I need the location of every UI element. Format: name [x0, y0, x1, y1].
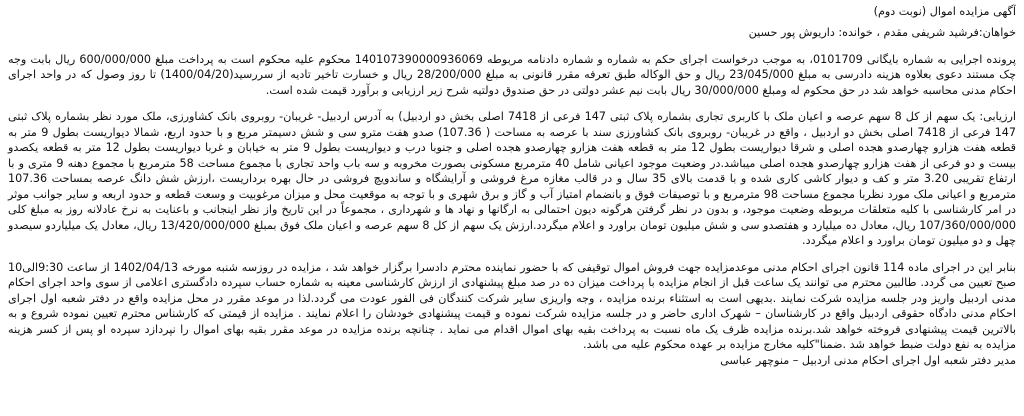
paragraph-text: بنابر این در اجرای ماده 114 قانون اجرای احکام مدنی موعدمزایده جهت فروش اموال توقیفی که با حضور نماینده محترم دادسرا برگزار خواهد شد ، مزایده در روزسه شنبه مورخه 1402/04/13 از ساعت 9:30الی10 صبح تعیین می گردد. طالبین محترم می توانند یک ساعت قبل از انجام مزایده با پرداخت میزان ده در صد مبلغ پیشنهادی از ارزش کارشناسی معینه به شماره حساب سپرده دادگستری اعلامی از سوی واحد اجرای احکام مدنی اردبیل واریز ودر جلسه مزایده شرکت نمایند .بدیهی است به استثناء برنده مزایده ، وجه واریزی سایر شرکت کنندگان فی الفور عودت می گردد.لذا در موعد مقرر در محل مزایده واقع در دفتر شعبه اول اجرای احکام مدنی دادگاه حقوقی اردبیل واقع در کارشناسان – شهرک اداری حاضر و در جلسه مزایده شرکت نموده و قیمت پیشنهادی خودشان را اعلام نمایند . مزایده از قیمتی که کارشناس محترم تعیین نموده شروع و به بالاترین قیمت پیشنهادی فروخته خواهد شد.برنده مزایده ظرف یک ماه نسبت به پرداخت بقیه بهای اموال اقدام می نماید . چنانچه برنده مزایده در موعد مقرر بقیه بهای اموال را نپردازد سپرده او پس از کسر هزینه مزایده به نفع دولت ضبط خواهد شد .ضمنا"کلیه مخارج مزایده بر عهده محکوم علیه می باشد.	[8, 260, 1017, 351]
spacer	[8, 98, 1016, 109]
spacer	[8, 41, 1016, 52]
paragraph-text: پرونده اجرایی به شماره بایگانی 0101709، به موجب درخواست اجرای حکم به شماره و شماره دادنامه مربوطه 140107390000936069 محکوم علیه محکوم است به پرداخت مبلغ 600/000/000 ریال بابت وجه چک مستند دعوی بعلاوه هزینه دادرسی به مبلغ 23/045/000 ریال و حق الوکاله طبق تعرفه مقرر قانونی به مبلغ 28/200/000 ریال و خسارت تاخیر تادیه از سررسید(1400/04/20) تا روز وصول که در واحد اجرای احکام مدنی محاسبه خواهد شد در حق محکوم له ومبلغ 30/000/000 ریال بابت نیم عشر دولتی در حق صندوق دولتیه شرح زیر ارزیابی و برآورد قیمت شده است.	[8, 52, 1016, 97]
paragraph-text: ارزیابی: یک سهم از کل 8 سهم عرصه و اعیان ملک با کاربری تجاری بشماره پلاک ثبتی 147 فرعی از 7418 اصلی بخش دو اردبیل) به آدرس اردبیل- غریبان- روبروی بانک کشاورزی، ملک مورد نظر بشماره پلاک ثبتی 147 فرعی از 7418 اصلی بخش دو اردبیل ، واقع در غریبان- روبروی بانک کشاورزی سند با عرصه به مساحت ( 107.36) صدو هفت مترو سی و شش دسیمتر مربع و با حدود اربع، شمالا دیواریست بطول 9 متر به قطعه هفت هزارو چهارصدو هجده اصلی و شرقا دیواریست بطول 12 متر به قطعه هفت هزارو چهارصدو هجده اصلی و جنوبا درب و دیواریست بطول 9 متر به خیابان و غربا دیواریست بطول 12 متر به قطعه یکصدو بیست و دو فرعی از هفت هزارو چهارصدو هجده اصلی میباشد.در وضعیت موجود اعیانی شامل 40 مترمربع مسکونی بصورت مخروبه و سه باب واحد تجاری با مجموع مساحت 58 مترمربع با مجموع دهنه 9 متری و با ارتفاع تقریبی 3.20 متر و کف و دیوار کاشی کاری شده و با قدمت بالای 35 سال و در قالب مغازه مرغ فروشی و آرایشگاه و ساندویچ فروشی در حال بهره برداریست ،ارزش شش دانگ عرصه بمساحت 107.36 مترمربع و اعیانی ملک مورد نظربا مجموع مساحت 98 مترمربع و با توصیفات فوق و بانضمام امتیاز آب و گاز و برق شهری و با توجه به موقعیت محل و میزان مرغوبیت و وسعت قطعه و حدود اربعه و سایر جوانب موثر در امر کارشناسی با کلیه متعلقات مربوطه وضعیت موجود، و بدون در نظر گرفتن هرگونه دیون احتمالی به ارگانها و نهاد ها و شهرداری ، مجموعاً در این تاریخ واز نظر اینجانب و باعنایت به نرخ عادلانه روز به مبلغ کلی 107/360/000/000 ریال، معادل ده میلیارد و هفتصدو سی و شش میلیون تومان براورد و اعلام میگردد.ارزش یک سهم از کل 8 سهم عرصه و اعیان ملک فوق بمبلغ 13/420/000/000 ریال، معادل یک میلیاردو سیصدو چهل و دو میلیون تومان براورد و اعلام میگردد.	[8, 110, 1017, 247]
notice-title: آگهی مزایده اموال (نوبت دوم)	[873, 5, 1016, 18]
spacer	[8, 249, 1016, 260]
parties-line: خواهان:فرشید شریفی مقدم ، خوانده: داریوش پور حسین	[748, 26, 1016, 39]
execution-case-paragraph	[8, 52, 1016, 99]
auction-terms-paragraph	[8, 260, 1016, 353]
signature-line: مدیر دفتر شعبه اول اجرای احکام مدنی اردبیل – منوچهر عباسی	[720, 353, 1016, 367]
valuation-paragraph	[8, 109, 1016, 249]
